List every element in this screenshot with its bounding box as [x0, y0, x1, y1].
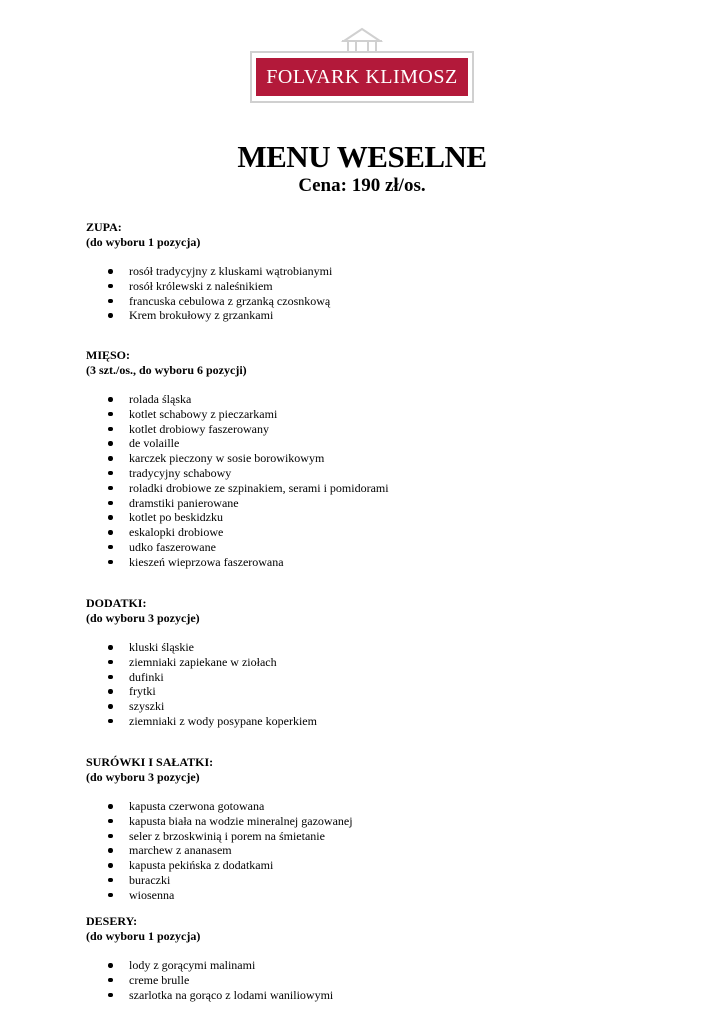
list-item: tradycyjny schabowy	[86, 466, 686, 481]
section-zupa	[86, 220, 686, 323]
item-list	[86, 264, 686, 323]
list-item: lody z gorącymi malinami	[86, 958, 686, 973]
section-note: (do wyboru 1 pozycja)	[86, 929, 201, 943]
list-item: szyszki	[86, 699, 686, 714]
list-item: eskalopki drobiowe	[86, 525, 686, 540]
item-list	[86, 958, 686, 1002]
section-mieso	[86, 348, 686, 570]
section-note: (do wyboru 1 pozycja)	[86, 235, 201, 249]
list-item: rosół tradycyjny z kluskami wątrobianymi	[86, 264, 686, 279]
list-item: rolada śląska	[86, 392, 686, 407]
section-note: (do wyboru 3 pozycje)	[86, 611, 200, 625]
list-item: rosół królewski z naleśnikiem	[86, 279, 686, 294]
page-title: MENU WESELNE	[237, 139, 487, 174]
list-item: kotlet schabowy z pieczarkami	[86, 407, 686, 422]
item-list	[86, 640, 686, 729]
section-surowki	[86, 755, 686, 903]
list-item: seler z brzoskwinią i porem na śmietanie	[86, 829, 686, 844]
list-item: kieszeń wieprzowa faszerowana	[86, 555, 686, 570]
item-list	[86, 392, 686, 570]
logo-text: FOLVARK KLIMOSZ	[266, 66, 458, 88]
list-item: kotlet drobiowy faszerowany	[86, 422, 686, 437]
list-item: karczek pieczony w sosie borowikowym	[86, 451, 686, 466]
list-item: marchew z ananasem	[86, 843, 686, 858]
item-list	[86, 799, 686, 903]
logo	[250, 27, 474, 103]
list-item: creme brulle	[86, 973, 686, 988]
section-heading: MIĘSO:	[86, 348, 131, 362]
list-item: kluski śląskie	[86, 640, 686, 655]
list-item: kapusta czerwona gotowana	[86, 799, 686, 814]
section-heading: DODATKI:	[86, 596, 147, 610]
list-item: wiosenna	[86, 888, 686, 903]
list-item: szarlotka na gorąco z lodami waniliowymi	[86, 988, 686, 1003]
list-item: Krem brokułowy z grzankami	[86, 308, 686, 323]
list-item: de volaille	[86, 436, 686, 451]
section-desery	[86, 914, 686, 1002]
list-item: dufinki	[86, 670, 686, 685]
section-heading: SURÓWKI I SAŁATKI:	[86, 755, 214, 769]
list-item: buraczki	[86, 873, 686, 888]
list-item: francuska cebulowa z grzanką czosnkową	[86, 294, 686, 309]
section-heading: DESERY:	[86, 914, 138, 928]
list-item: kapusta biała na wodzie mineralnej gazowanej	[86, 814, 686, 829]
section-dodatki	[86, 596, 686, 729]
list-item: udko faszerowane	[86, 540, 686, 555]
price-line: Cena: 190 zł/os.	[298, 175, 426, 196]
list-item: kapusta pekińska z dodatkami	[86, 858, 686, 873]
list-item: dramstiki panierowane	[86, 496, 686, 511]
list-item: frytki	[86, 684, 686, 699]
list-item: roladki drobiowe ze szpinakiem, serami i pomidorami	[86, 481, 686, 496]
section-heading: ZUPA:	[86, 220, 122, 234]
list-item: ziemniaki zapiekane w ziołach	[86, 655, 686, 670]
list-item: kotlet po beskidzku	[86, 510, 686, 525]
section-note: (3 szt./os., do wyboru 6 pozycji)	[86, 363, 247, 377]
section-note: (do wyboru 3 pozycje)	[86, 770, 200, 784]
list-item: ziemniaki z wody posypane koperkiem	[86, 714, 686, 729]
